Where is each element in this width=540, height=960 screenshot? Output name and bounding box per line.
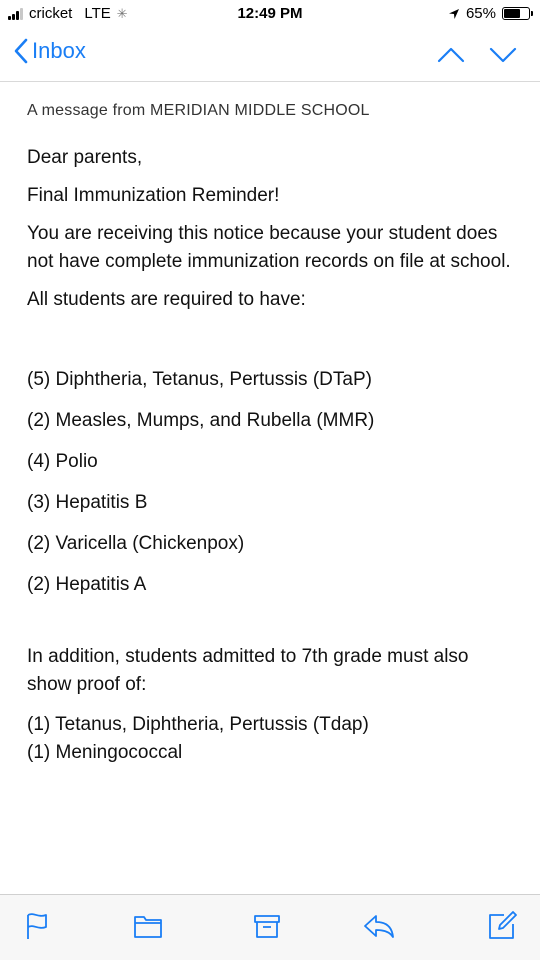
move-to-folder-button[interactable]: [131, 909, 165, 943]
chevron-down-icon: [488, 40, 518, 70]
list-item: (3) Hepatitis B: [27, 492, 148, 513]
back-to-inbox-button[interactable]: [14, 38, 86, 64]
reply-button[interactable]: [362, 909, 396, 943]
previous-message-button[interactable]: [436, 40, 466, 75]
activity-spinner-icon: ✳: [116, 5, 128, 21]
list-item: (2) Hepatitis A: [27, 574, 147, 595]
archive-button[interactable]: [250, 909, 284, 943]
battery-level: [504, 9, 520, 18]
compose-icon: [486, 910, 518, 942]
battery-icon: [502, 7, 530, 20]
chevron-up-icon: [436, 40, 466, 70]
list-item: (4) Polio: [27, 451, 98, 472]
archive-icon: [252, 912, 282, 940]
folder-icon: [132, 912, 164, 940]
greeting: Dear parents,: [27, 147, 143, 168]
reply-icon: [362, 912, 396, 940]
required-intro: All students are required to have:: [27, 289, 306, 310]
message-body[interactable]: [0, 82, 540, 894]
message-sender-line: A message from MERIDIAN MIDDLE SCHOOL: [27, 102, 370, 119]
list-item: (2) Measles, Mumps, and Rubella (MMR): [27, 410, 375, 431]
seventh-grade-intro: In addition, students admitted to 7th grade must also show proof of:: [27, 646, 469, 695]
message-navigation: [436, 40, 518, 75]
battery-percent: 65%: [465, 5, 496, 22]
back-label: Inbox: [32, 38, 86, 63]
flag-button[interactable]: [20, 909, 54, 943]
location-arrow-icon: [448, 8, 460, 20]
compose-button[interactable]: [485, 909, 519, 943]
network-type: LTE: [84, 5, 111, 22]
notice-paragraph: You are receiving this notice because your student does not have complete immunization records on file at school.: [27, 223, 511, 272]
list-item: (5) Diphtheria, Tetanus, Pertussis (DTaP): [27, 369, 372, 390]
carrier-name: cricket: [29, 5, 73, 22]
list-item: (1) Meningococcal: [27, 742, 183, 763]
next-message-button[interactable]: [488, 40, 518, 75]
list-item: (1) Tetanus, Diphtheria, Pertussis (Tdap): [27, 714, 369, 735]
list-item: (2) Varicella (Chickenpox): [27, 533, 245, 554]
status-bar: [0, 0, 540, 30]
nav-bar: [0, 30, 540, 82]
subject-line: Final Immunization Reminder!: [27, 185, 280, 206]
bottom-toolbar: [0, 894, 540, 960]
flag-icon: [24, 911, 50, 941]
status-right: [448, 5, 530, 22]
status-time: 12:49 PM: [237, 5, 303, 22]
chevron-left-icon: [14, 38, 28, 64]
